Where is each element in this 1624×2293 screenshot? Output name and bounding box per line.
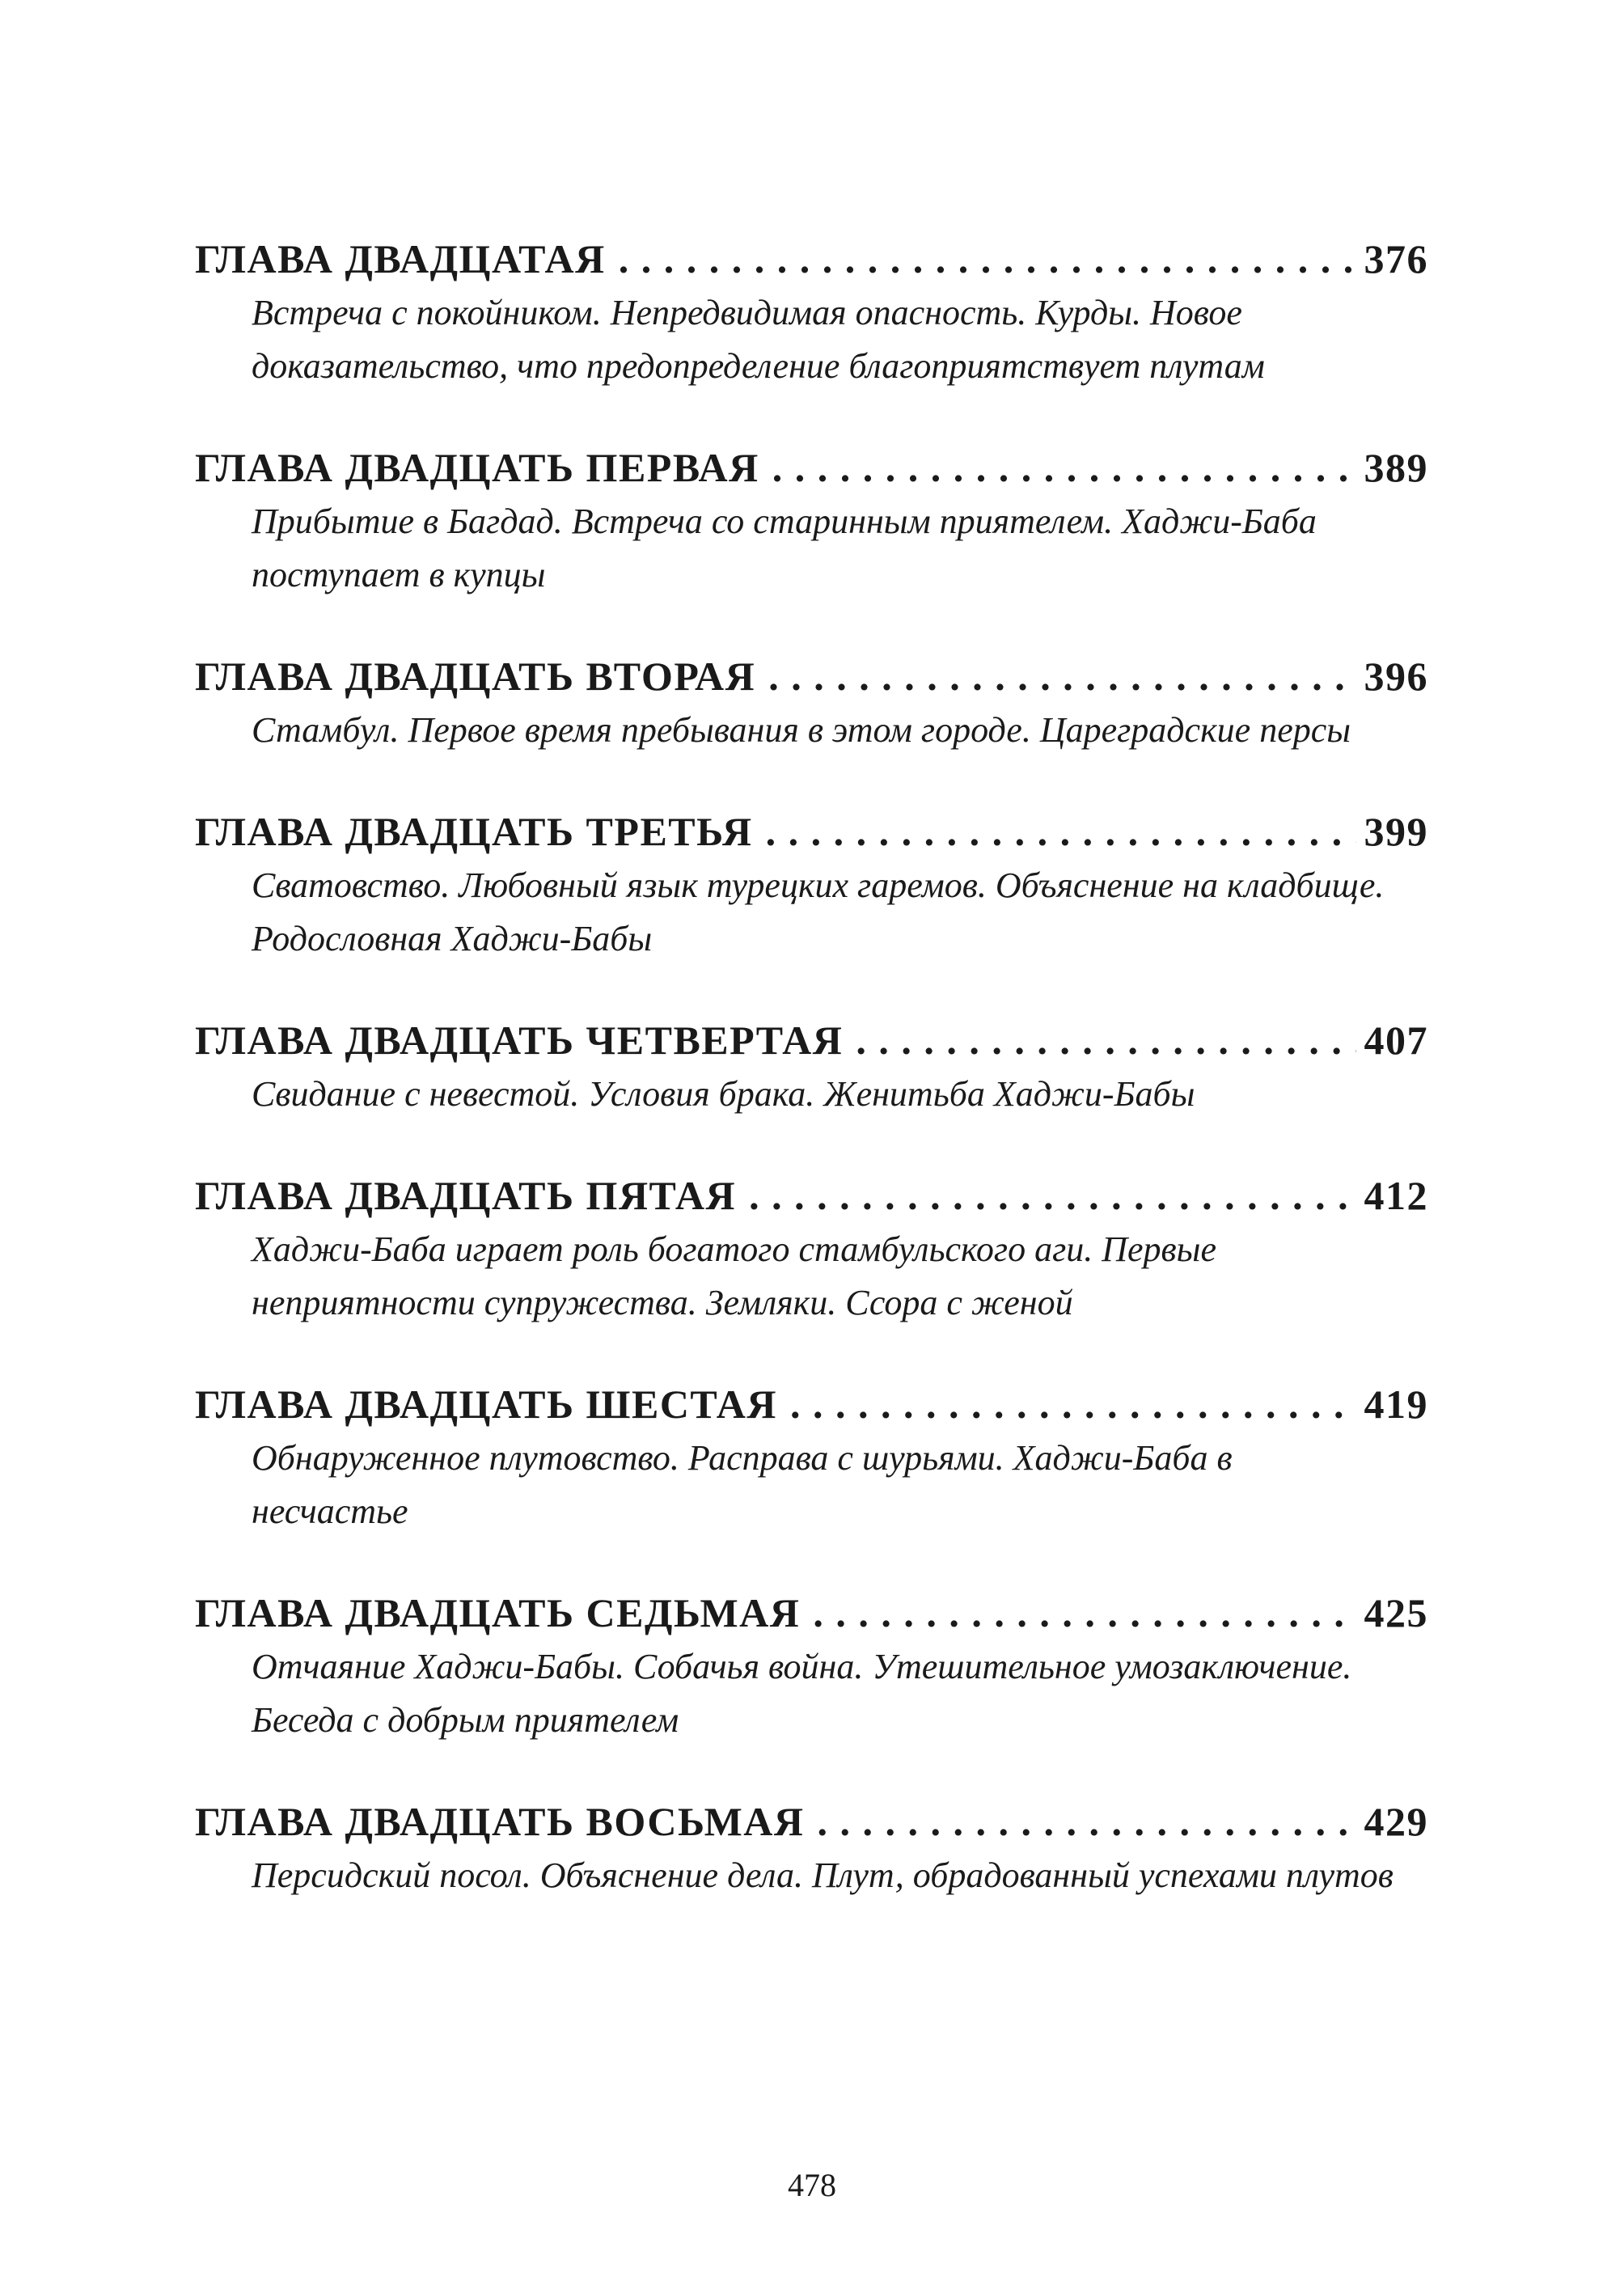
chapter-title: ГЛАВА ДВАДЦАТЬ ЧЕТВЕРТАЯ xyxy=(195,1017,844,1063)
toc-entry-heading[interactable] xyxy=(195,1587,1428,1639)
dot-leader xyxy=(856,1014,1355,1066)
chapter-title: ГЛАВА ДВАДЦАТЬ ВОСЬМАЯ xyxy=(195,1799,805,1844)
page-number: 478 xyxy=(788,2167,836,2203)
chapter-title: ГЛАВА ДВАДЦАТАЯ xyxy=(195,236,606,281)
chapter-description: Персидский посол. Объяснение дела. Плут, обрадованный успехами плутов xyxy=(252,1855,1394,1895)
dot-leader xyxy=(766,806,1356,857)
chapter-description: Свидание с невестой. Условия брака. Женитьба Хаджи-Бабы xyxy=(252,1074,1195,1114)
chapter-description: Встреча с покойником. Непредвидимая опасность. Курды. Новое доказательство, что предопределение благоприятствует плутам xyxy=(252,293,1265,386)
toc-entry xyxy=(195,1170,1428,1330)
toc-entry-heading[interactable] xyxy=(195,806,1428,857)
dot-leader xyxy=(772,442,1356,493)
toc-entry-heading[interactable] xyxy=(195,1796,1428,1847)
toc-entry xyxy=(195,1014,1428,1121)
chapter-description: Прибытие в Багдад. Встреча со старинным приятелем. Хаджи-Баба поступает в купцы xyxy=(252,501,1317,594)
toc-entry-heading[interactable] xyxy=(195,1378,1428,1430)
chapter-title: ГЛАВА ДВАДЦАТЬ ТРЕТЬЯ xyxy=(195,809,753,854)
toc-entry xyxy=(195,650,1428,757)
dot-leader xyxy=(768,650,1355,702)
chapter-page-number: 419 xyxy=(1364,1381,1428,1427)
chapter-description: Сватовство. Любовный язык турецких гаремов. Объяснение на кладбище. Родословная Хаджи-Бабы xyxy=(252,865,1385,958)
chapter-page-number: 376 xyxy=(1364,236,1428,281)
chapter-page-number: 429 xyxy=(1364,1799,1428,1844)
dot-leader xyxy=(790,1378,1355,1430)
chapter-page-number: 425 xyxy=(1364,1590,1428,1635)
toc-entry-heading[interactable] xyxy=(195,650,1428,702)
chapter-description: Отчаяние Хаджи-Бабы. Собачья война. Утешительное умозаключение. Беседа с добрым приятелем xyxy=(252,1647,1352,1740)
toc-entry-heading[interactable] xyxy=(195,233,1428,285)
toc-entry xyxy=(195,806,1428,966)
toc-entry-heading[interactable] xyxy=(195,1014,1428,1066)
toc-entry xyxy=(195,442,1428,602)
toc-entry xyxy=(195,1796,1428,1902)
chapter-page-number: 412 xyxy=(1364,1173,1428,1218)
chapter-title: ГЛАВА ДВАДЦАТЬ ПЯТАЯ xyxy=(195,1173,737,1218)
dot-leader xyxy=(813,1587,1355,1639)
dot-leader xyxy=(817,1796,1355,1847)
table-of-contents xyxy=(195,233,1428,1951)
chapter-page-number: 396 xyxy=(1364,654,1428,699)
chapter-title: ГЛАВА ДВАДЦАТЬ ВТОРАЯ xyxy=(195,654,756,699)
chapter-description: Стамбул. Первое время пребывания в этом городе. Цареградские персы xyxy=(252,710,1351,750)
chapter-page-number: 399 xyxy=(1364,809,1428,854)
dot-leader xyxy=(749,1170,1355,1221)
chapter-title: ГЛАВА ДВАДЦАТЬ СЕДЬМАЯ xyxy=(195,1590,801,1635)
toc-entry xyxy=(195,1378,1428,1538)
chapter-page-number: 389 xyxy=(1364,445,1428,490)
chapter-description: Хаджи-Баба играет роль богатого стамбульского аги. Первые неприятности супружества. Земляки. Ссора с женой xyxy=(252,1229,1216,1322)
chapter-description: Обнаруженное плутовство. Расправа с шурьями. Хаджи-Баба в несчастье xyxy=(252,1438,1233,1531)
toc-entry-heading[interactable] xyxy=(195,1170,1428,1221)
chapter-page-number: 407 xyxy=(1364,1017,1428,1063)
toc-entry xyxy=(195,1587,1428,1747)
toc-entry xyxy=(195,233,1428,393)
toc-entry-heading[interactable] xyxy=(195,442,1428,493)
chapter-title: ГЛАВА ДВАДЦАТЬ ШЕСТАЯ xyxy=(195,1381,778,1427)
chapter-title: ГЛАВА ДВАДЦАТЬ ПЕРВАЯ xyxy=(195,445,759,490)
dot-leader xyxy=(619,233,1356,285)
